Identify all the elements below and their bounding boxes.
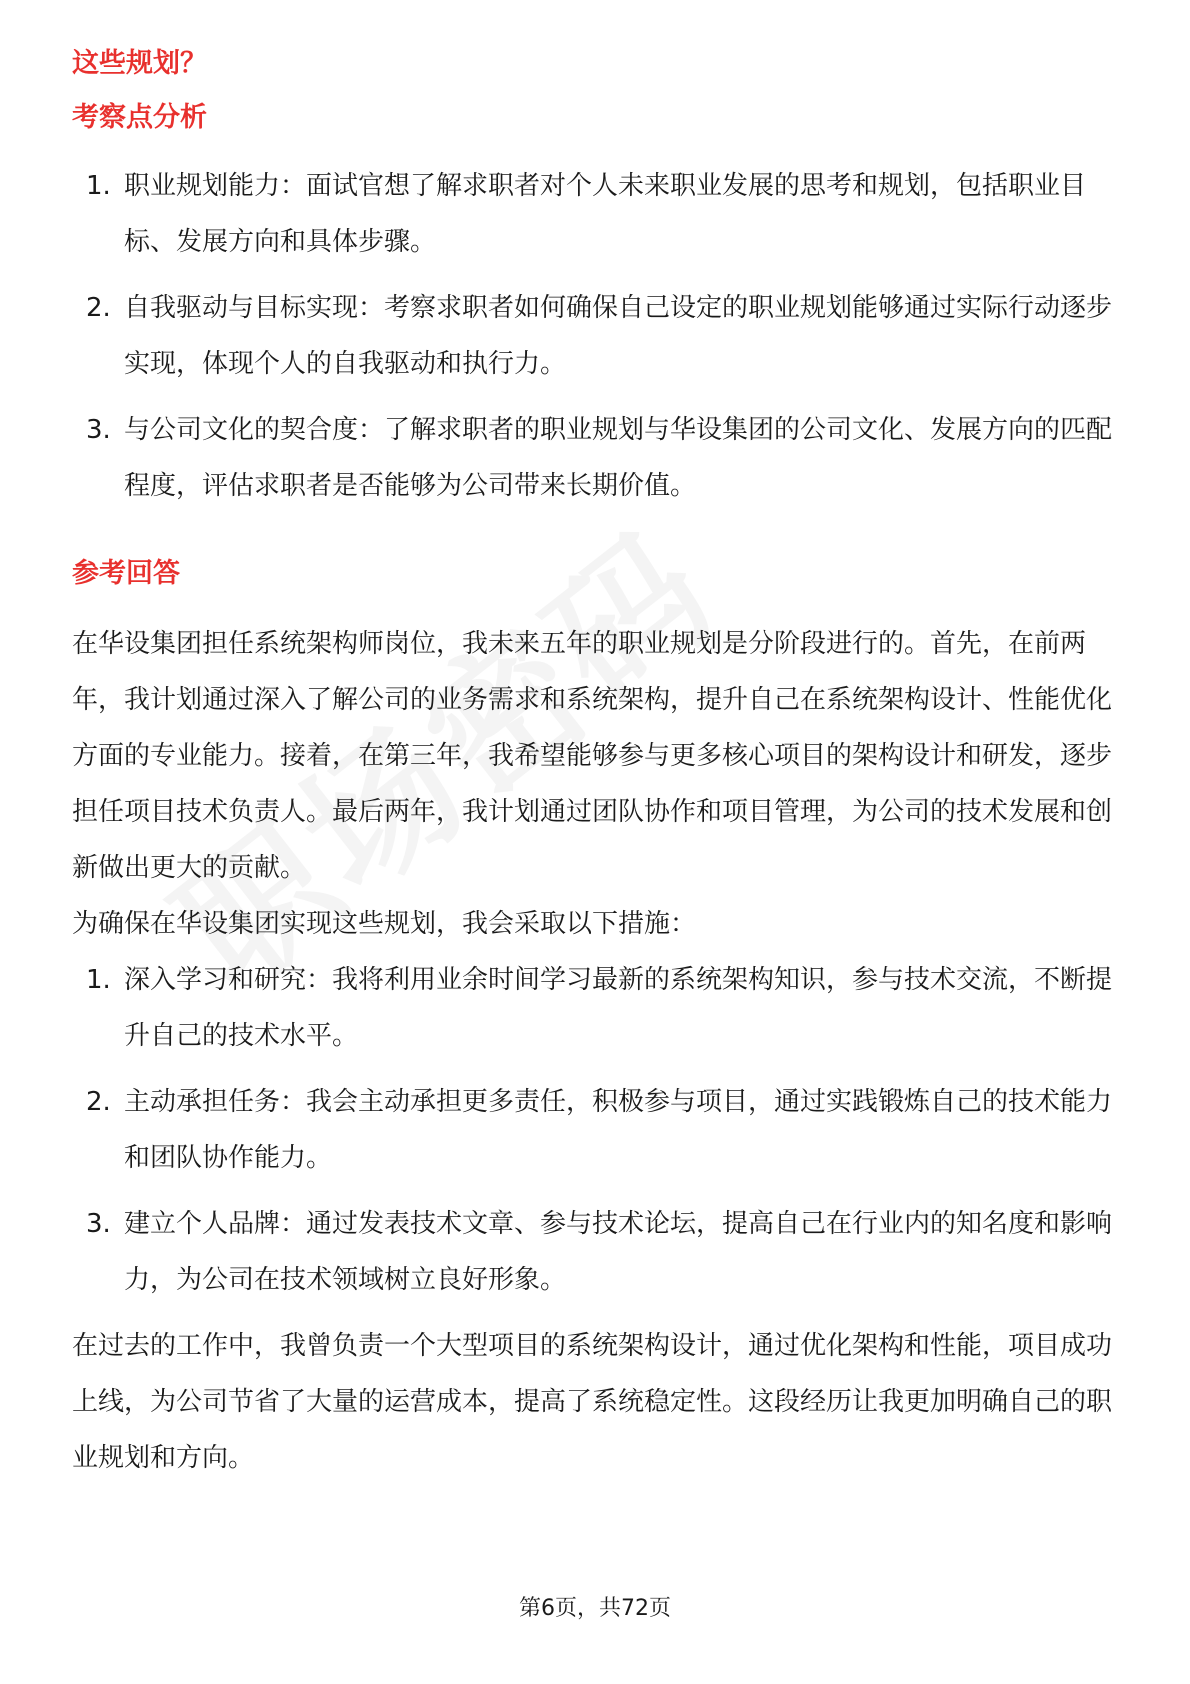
list-number: 1. <box>86 965 111 995</box>
list-item <box>72 1074 1118 1186</box>
page-footer: 第6页，共72页 <box>519 1596 671 1621</box>
list-item-text: 深入学习和研究：我将利用业余时间学习最新的系统架构知识，参与技术交流，不断提升自己的技术水平。 <box>124 965 1113 1051</box>
list-item <box>72 280 1118 392</box>
list-item-text: 建立个人品牌：通过发表技术文章、参与技术论坛，提高自己在行业内的知名度和影响力，为公司在技术领域树立良好形象。 <box>124 1209 1113 1295</box>
document-body <box>72 44 1118 1486</box>
list-item <box>72 402 1118 514</box>
list-item-text: 自我驱动与目标实现：考察求职者如何确保自己设定的职业规划能够通过实际行动逐步实现，体现个人的自我驱动和执行力。 <box>124 293 1113 379</box>
list-item-text: 与公司文化的契合度：了解求职者的职业规划与华设集团的公司文化、发展方向的匹配程度，评估求职者是否能够为公司带来长期价值。 <box>124 415 1113 501</box>
list-item-text: 主动承担任务：我会主动承担更多责任，积极参与项目，通过实践锻炼自己的技术能力和团队协作能力。 <box>124 1087 1113 1173</box>
answer-paragraph-1: 在华设集团担任系统架构师岗位，我未来五年的职业规划是分阶段进行的。首先，在前两年，我计划通过深入了解公司的业务需求和系统架构，提升自己在系统架构设计、性能优化方面的专业能力。接着，在第三年，我希望能够参与更多核心项目的架构设计和研发，逐步担任项目技术负责人。最后两年，我计划通过团队协作和项目管理，为公司的技术发展和创新做出更大的贡献。 <box>72 629 1113 883</box>
analysis-heading: 考察点分析 <box>72 102 207 133</box>
answer-paragraph-3: 在过去的工作中，我曾负责一个大型项目的系统架构设计，通过优化架构和性能，项目成功上线，为公司节省了大量的运营成本，提高了系统稳定性。这段经历让我更加明确自己的职业规划和方向。 <box>72 1331 1113 1473</box>
list-item <box>72 952 1118 1064</box>
answer-heading: 参考回答 <box>72 558 180 589</box>
list-item <box>72 1196 1118 1308</box>
list-item <box>72 158 1118 270</box>
list-number: 3. <box>86 1209 111 1239</box>
list-item-text: 职业规划能力：面试官想了解求职者对个人未来职业发展的思考和规划，包括职业目标、发展方向和具体步骤。 <box>124 171 1087 257</box>
list-number: 3. <box>86 415 111 445</box>
measures-list <box>72 952 1118 1308</box>
question-heading-continuation: 这些规划？ <box>72 48 207 79</box>
analysis-list <box>72 158 1118 514</box>
answer-paragraph-2: 为确保在华设集团实现这些规划，我会采取以下措施： <box>72 909 697 939</box>
list-number: 2. <box>86 293 111 323</box>
list-number: 1. <box>86 171 111 201</box>
list-number: 2. <box>86 1087 111 1117</box>
